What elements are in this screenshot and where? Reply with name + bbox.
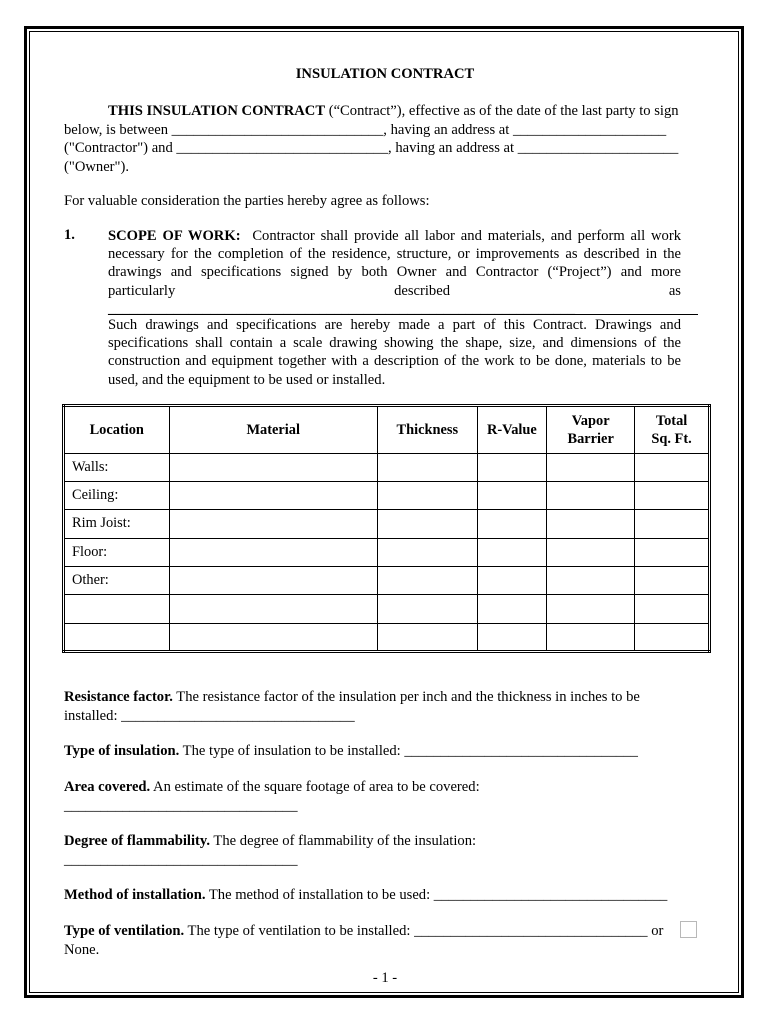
cell <box>477 566 547 594</box>
section1-blank: ________________________________________________________________ <box>108 300 575 317</box>
cell <box>377 566 477 594</box>
table-row <box>64 595 710 623</box>
type-of-insulation <box>64 742 702 761</box>
header-vapor-barrier: Vapor Barrier <box>547 406 635 454</box>
row-label-other: Other: <box>64 566 170 594</box>
cell <box>169 481 377 509</box>
header-r-value: R-Value <box>477 406 547 454</box>
table-row <box>64 481 710 509</box>
consideration-text: For valuable consideration the parties hereby agree as follows: <box>64 193 430 209</box>
method-text: The method of installation to be used: ________________________________ <box>205 887 668 903</box>
cell <box>377 595 477 623</box>
header-material: Material <box>169 406 377 454</box>
area-text: An estimate of the square footage of area to be covered: <box>150 779 480 795</box>
area-blank: ________________________________ <box>64 797 298 814</box>
intro-paragraph <box>64 102 702 176</box>
type-of-ventilation <box>64 922 702 959</box>
row-label-ceiling: Ceiling: <box>64 481 170 509</box>
row-label-walls: Walls: <box>64 453 170 481</box>
table-header-row <box>64 406 710 454</box>
table-row <box>64 510 710 538</box>
degree-of-flammability <box>64 832 702 869</box>
flammability-label: Degree of flammability. <box>64 833 211 849</box>
cell <box>547 538 635 566</box>
table-row <box>64 538 710 566</box>
cell <box>169 453 377 481</box>
cell <box>547 453 635 481</box>
cell <box>377 538 477 566</box>
method-label: Method of installation. <box>64 887 206 903</box>
cell <box>477 538 547 566</box>
cell <box>169 623 377 651</box>
row-label-rim-joist: Rim Joist: <box>64 510 170 538</box>
cell <box>169 595 377 623</box>
cell <box>635 481 710 509</box>
cell <box>477 623 547 651</box>
document-title: INSULATION CONTRACT <box>295 66 475 82</box>
none-checkbox[interactable] <box>680 921 697 938</box>
cell <box>377 481 477 509</box>
cell <box>477 453 547 481</box>
cell <box>635 566 710 594</box>
cell <box>377 623 477 651</box>
cell <box>547 595 635 623</box>
cell <box>635 595 710 623</box>
section1-number: 1. <box>64 227 75 243</box>
cell <box>477 510 547 538</box>
cell <box>635 623 710 651</box>
intro-bold: THIS INSULATION CONTRACT <box>108 103 326 119</box>
insulation-table <box>62 404 711 653</box>
method-of-installation <box>64 886 702 905</box>
flammability-blank: ________________________________ <box>64 851 298 868</box>
intro-line3: ("Contractor") and _____________________________, having an address at ______________________ <box>64 140 679 156</box>
ventilation-none: None. <box>64 941 100 958</box>
cell <box>635 538 710 566</box>
ventilation-text: The type of ventilation to be installed: ________________________________ or <box>184 923 664 939</box>
cell <box>635 510 710 538</box>
resistance-text: The resistance factor of the insulation per inch and the thickness in inches to be <box>172 689 640 705</box>
row-label-blank <box>64 595 170 623</box>
section1-blank-line <box>108 314 698 315</box>
type-insulation-label: Type of insulation. <box>64 743 180 759</box>
header-total-sq-ft: Total Sq. Ft. <box>635 406 710 454</box>
flammability-text: The degree of flammability of the insulation: <box>210 833 477 849</box>
row-label-floor: Floor: <box>64 538 170 566</box>
intro-line1: (“Contract”), effective as of the date of the last party to sign <box>325 103 679 119</box>
cell <box>547 510 635 538</box>
intro-line4: ("Owner"). <box>64 158 129 175</box>
cell <box>377 453 477 481</box>
cell <box>547 481 635 509</box>
resistance-blank: installed: ________________________________ <box>64 707 355 724</box>
cell <box>547 566 635 594</box>
cell <box>169 538 377 566</box>
header-location: Location <box>64 406 170 454</box>
resistance-label: Resistance factor. <box>64 689 173 705</box>
section1-heading: SCOPE OF WORK: <box>108 228 241 244</box>
cell <box>477 595 547 623</box>
area-label: Area covered. <box>64 779 151 795</box>
type-insulation-text: The type of insulation to be installed: ________________________________ <box>179 743 638 759</box>
section1-scope <box>108 227 681 318</box>
intro-line2: below, is between _____________________________, having an address at _____________________ <box>64 121 667 138</box>
cell <box>547 623 635 651</box>
table-row <box>64 566 710 594</box>
area-covered <box>64 778 702 815</box>
row-label-blank <box>64 623 170 651</box>
table-row <box>64 453 710 481</box>
section1-text2: Such drawings and specifications are hereby made a part of this Contract. Drawings and specifications shall contain a scale drawing showing the shape, size, and dimensions of the construction and equipment together with a description of the work to be done, materials to be used, and the equipment to be used or installed. <box>108 317 681 388</box>
cell <box>377 510 477 538</box>
table-row <box>64 623 710 651</box>
page-number: - 1 - <box>372 970 398 986</box>
cell <box>169 510 377 538</box>
resistance-factor <box>64 688 702 725</box>
ventilation-label: Type of ventilation. <box>64 923 185 939</box>
cell <box>477 481 547 509</box>
section1-text: Contractor shall provide all labor and materials, and perform all work necessary for the completion of the residence, structure, or improvements as described in the drawings and specifications signed by both Owner and Contractor (“Project”) and more particularly described as <box>108 228 682 299</box>
cell <box>169 566 377 594</box>
header-thickness: Thickness <box>377 406 477 454</box>
cell <box>635 453 710 481</box>
